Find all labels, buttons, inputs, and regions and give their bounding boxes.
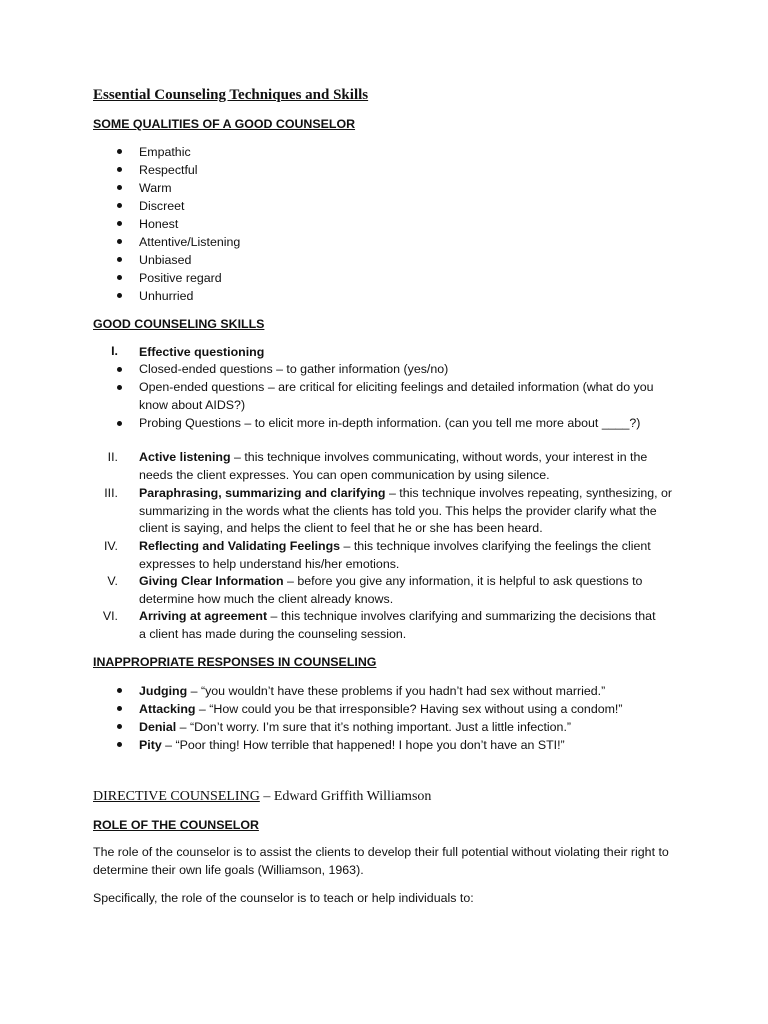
skill-item: Arriving at agreement – this technique involves clarifying and summarizing the decisions that a client has made during the counseling session. bbox=[139, 609, 656, 641]
list-item: Honest bbox=[139, 217, 179, 231]
skill-title: Effective questioning bbox=[139, 345, 265, 359]
list-item: Pity – “Poor thing! How terrible that happened! I hope you don’t have an STI!” bbox=[139, 738, 565, 752]
bullet-icon bbox=[117, 293, 122, 298]
bullet-icon bbox=[117, 185, 122, 190]
bullet-icon bbox=[117, 421, 122, 426]
bullet-icon bbox=[117, 203, 122, 208]
directive-counseling-heading: DIRECTIVE COUNSELING – Edward Griffith Williamson bbox=[93, 789, 432, 804]
role-paragraph: The role of the counselor is to assist the clients to develop their full potential without violating their right to determine their own life goals (Williamson, 1963). bbox=[93, 845, 669, 877]
skill-item: Paraphrasing, summarizing and clarifying – this technique involves repeating, synthesizing, or summarizing in the words what the clients has told you. This helps the provider clarify what the client is saying, and helps the client to feel that he or she has been heard. bbox=[139, 486, 673, 535]
list-item: Closed-ended questions – to gather information (yes/no) bbox=[139, 362, 449, 376]
list-item: Open-ended questions – are critical for eliciting feelings and detailed information (what do you know about AIDS?) bbox=[139, 380, 654, 412]
list-item: Respectful bbox=[139, 163, 198, 177]
document-title: Essential Counseling Techniques and Skills bbox=[93, 87, 369, 103]
list-item: Judging – “you wouldn’t have these problems if you hadn’t had sex without married.” bbox=[139, 684, 606, 698]
bullet-icon bbox=[117, 221, 122, 226]
bullet-icon bbox=[117, 724, 122, 729]
skills-heading: GOOD COUNSELING SKILLS bbox=[93, 317, 265, 331]
list-numeral: VI. bbox=[102, 609, 118, 623]
bullet-icon bbox=[117, 149, 122, 154]
bullet-icon bbox=[117, 742, 122, 747]
list-item: Probing Questions – to elicit more in-depth information. (can you tell me more about ____?) bbox=[139, 416, 641, 430]
bullet-icon bbox=[117, 167, 122, 172]
list-item: Positive regard bbox=[139, 271, 222, 285]
list-item: Warm bbox=[139, 181, 172, 195]
bullet-icon bbox=[117, 706, 122, 711]
bullet-icon bbox=[117, 688, 122, 693]
list-numeral: V. bbox=[107, 574, 118, 588]
list-item: Attacking – “How could you be that irresponsible? Having sex without using a condom!” bbox=[139, 702, 623, 716]
list-numeral: I. bbox=[111, 344, 118, 358]
role-paragraph: Specifically, the role of the counselor is to teach or help individuals to: bbox=[93, 891, 474, 905]
inappropriate-heading: INAPPROPRIATE RESPONSES IN COUNSELING bbox=[93, 655, 377, 669]
bullet-icon bbox=[117, 385, 122, 390]
list-item: Empathic bbox=[139, 145, 191, 159]
list-numeral: II. bbox=[107, 450, 118, 464]
role-heading: ROLE OF THE COUNSELOR bbox=[93, 818, 259, 832]
list-item: Attentive/Listening bbox=[139, 235, 241, 249]
list-item: Denial – “Don’t worry. I’m sure that it’s nothing important. Just a little infection.” bbox=[139, 720, 572, 734]
list-item: Discreet bbox=[139, 199, 185, 213]
list-item: Unbiased bbox=[139, 253, 192, 267]
bullet-icon bbox=[117, 257, 122, 262]
bullet-icon bbox=[117, 239, 122, 244]
bullet-icon bbox=[117, 275, 122, 280]
skill-item: Active listening – this technique involves communicating, without words, your interest in the needs the client expresses. You can open communication by using silence. bbox=[139, 450, 648, 482]
list-numeral: IV. bbox=[103, 539, 118, 553]
bullet-icon bbox=[117, 367, 122, 372]
skill-item: Giving Clear Information – before you give any information, it is helpful to ask questions to determine how much the client already knows. bbox=[139, 574, 643, 606]
list-numeral: III. bbox=[104, 486, 118, 500]
list-item: Unhurried bbox=[139, 289, 194, 303]
qualities-heading: SOME QUALITIES OF A GOOD COUNSELOR bbox=[93, 117, 356, 131]
skill-item: Reflecting and Validating Feelings – this technique involves clarifying the feelings the client expresses to help understand his/her emotions. bbox=[139, 539, 651, 571]
